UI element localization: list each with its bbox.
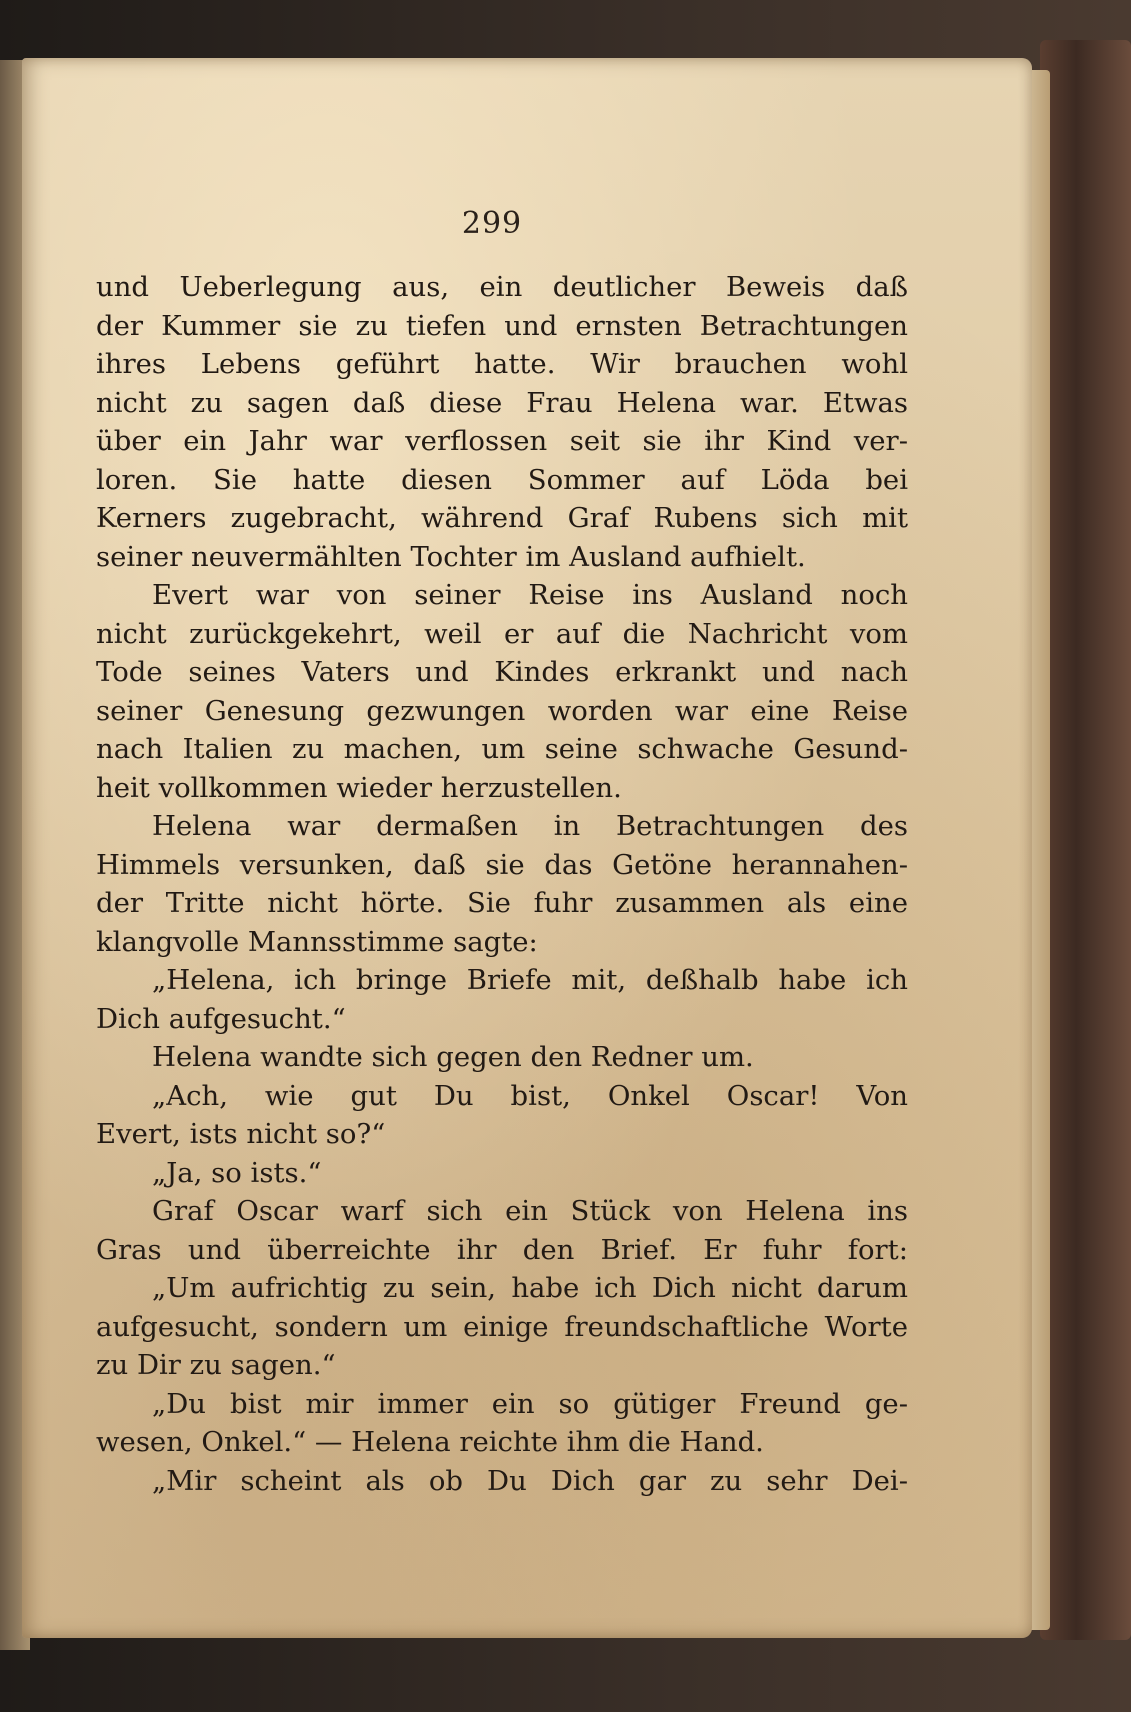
text-line: heit vollkommen wieder herzustellen. (96, 771, 622, 804)
text-line: aufgesucht, sondern um einige freundschaftliche Worte (96, 1310, 908, 1343)
text-line: „Helena, ich bringe Briefe mit, deßhalb habe ich (152, 964, 908, 996)
text-line: über ein Jahr war verflossen seit sie ihr Kind ver- (96, 425, 908, 457)
text-line: Kerners zugebracht, während Graf Rubens sich mit (96, 502, 908, 534)
text-line: und Ueberlegung aus, ein deutlicher Beweis daß (96, 271, 908, 303)
text-line: Evert war von seiner Reise ins Ausland noch (152, 579, 908, 611)
text-line: Graf Oscar warf sich ein Stück von Helena ins (152, 1195, 908, 1227)
page-number: 299 (461, 206, 523, 241)
text-line: zu Dir zu sagen.“ (96, 1349, 336, 1381)
page-text (96, 268, 908, 1500)
text-line: klangvolle Mannsstimme sagte: (96, 925, 538, 958)
text-line: nach Italien zu machen, um seine schwache Gesund- (96, 733, 908, 765)
text-line: „Mir scheint als ob Du Dich gar zu sehr Dei- (152, 1464, 908, 1497)
text-line: Tode seines Vaters und Kindes erkrankt und nach (96, 656, 908, 688)
text-line: wesen, Onkel.“ — Helena reichte ihm die Hand. (96, 1426, 764, 1458)
text-line: seiner neuvermählten Tochter im Ausland aufhielt. (96, 540, 806, 573)
text-line: loren. Sie hatte diesen Sommer auf Löda bei (96, 463, 908, 496)
text-line: seiner Genesung gezwungen worden war eine Reise (96, 694, 908, 727)
text-line: „Du bist mir immer ein so gütiger Freund ge- (152, 1387, 908, 1420)
text-line: der Tritte nicht hörte. Sie fuhr zusammen als eine (96, 887, 908, 919)
text-line: „Ja, so ists.“ (152, 1156, 322, 1189)
book-cover-edge (1040, 40, 1131, 1640)
text-line: nicht zu sagen daß diese Frau Helena war. Etwas (96, 386, 908, 419)
text-line: nicht zurückgekehrt, weil er auf die Nachricht vom (96, 617, 908, 650)
text-line: Helena war dermaßen in Betrachtungen des (152, 810, 908, 842)
text-line: Helena wandte sich gegen den Redner um. (152, 1041, 754, 1073)
book-page (22, 58, 1032, 1638)
text-line: Dich aufgesucht.“ (96, 1002, 346, 1035)
text-line: ihres Lebens geführt hatte. Wir brauchen wohl (96, 348, 908, 380)
text-line: Evert, ists nicht so?“ (96, 1118, 386, 1150)
text-line: der Kummer sie zu tiefen und ernsten Betrachtungen (96, 309, 908, 342)
text-line: Gras und überreichte ihr den Brief. Er fuhr fort: (96, 1233, 908, 1266)
text-line: „Um aufrichtig zu sein, habe ich Dich nicht darum (152, 1272, 908, 1304)
text-line: Himmels versunken, daß sie das Getöne herannahen- (96, 848, 908, 881)
text-line: „Ach, wie gut Du bist, Onkel Oscar! Von (152, 1079, 908, 1112)
